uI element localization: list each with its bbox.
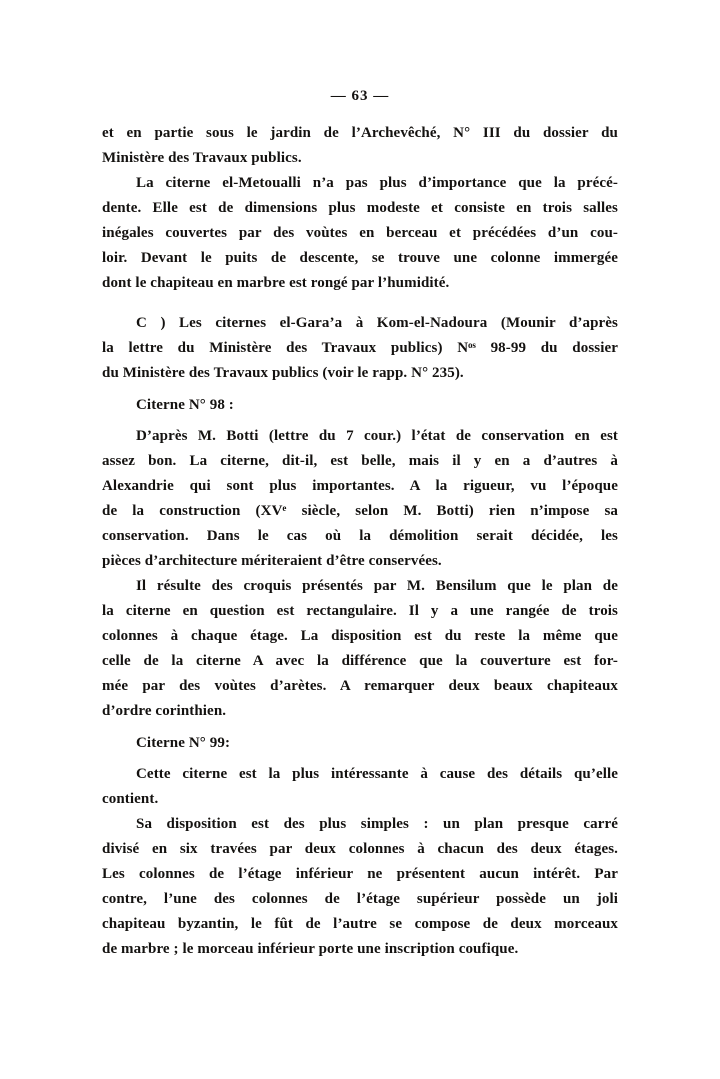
text-line: Ministère des Travaux publics. <box>102 150 302 166</box>
text-line: Il résulte des croquis présentés par M. Bensilum que le plan de <box>136 578 618 594</box>
text-line: dont le chapiteau en marbre est rongé par l’humidité. <box>102 275 450 291</box>
text-line: conservation. Dans le cas où la démolition serait décidée, les <box>102 528 618 544</box>
text-line: loir. Devant le puits de descente, se trouve une colonne immergée <box>102 250 618 266</box>
paragraph-sa-disposition <box>102 812 618 962</box>
text-line: et en partie sous le jardin de l’Archevêché, N° III du dossier du <box>102 125 618 141</box>
text-line: de marbre ; le morceau inférieur porte une inscription coufique. <box>102 941 519 957</box>
page-content <box>102 84 618 962</box>
text-line: celle de la citerne A avec la différence que la couverture est for- <box>102 653 618 669</box>
text-line: Les colonnes de l’étage inférieur ne présentent aucun intérêt. Par <box>102 866 618 882</box>
text-line: la citerne en question est rectangulaire. Il y a une rangée de trois <box>102 603 618 619</box>
text-line: Alexandrie qui sont plus importantes. A la rigueur, vu l’époque <box>102 478 618 494</box>
text-line: C ) Les citernes el-Gara’a à Kom-el-Nadoura (Mounir d’après <box>136 315 618 331</box>
text-line: Cette citerne est la plus intéressante à cause des détails qu’elle <box>136 766 618 782</box>
heading-citerne-99: Citerne N° 99: <box>136 735 231 751</box>
paragraph-citerne-el-metoualli <box>102 171 618 296</box>
text-line: contient. <box>102 791 159 807</box>
text-line: contre, l’une des colonnes de l’étage supérieur possède un joli <box>102 891 618 907</box>
text-line: La citerne el-Metoualli n’a pas plus d’importance que la précé- <box>136 175 618 191</box>
paragraph-section-c-citernes-el-garaa <box>102 311 618 386</box>
text-line: inégales couvertes par des voùtes en berceau et précédées d’un cou- <box>102 225 618 241</box>
text-line: dente. Elle est de dimensions plus modeste et consiste en trois salles <box>102 200 618 216</box>
heading-citerne-98: Citerne N° 98 : <box>136 397 234 413</box>
text-line: la lettre du Ministère des Travaux publics) Nᵒˢ 98-99 du dossier <box>102 340 618 356</box>
paragraph-croquis-bensilum <box>102 574 618 724</box>
text-line: Sa disposition est des plus simples : un plan presque carré <box>136 816 618 832</box>
page-number: — 63 — <box>330 88 390 104</box>
text-line: chapiteau byzantin, le fût de l’autre se compose de deux morceaux <box>102 916 618 932</box>
text-line: D’après M. Botti (lettre du 7 cour.) l’état de conservation en est <box>136 428 618 444</box>
text-line: de la construction (XVᵉ siècle, selon M. Botti) rien n’impose sa <box>102 503 618 519</box>
paragraph-continuation-archeveche <box>102 121 618 171</box>
text-line: colonnes à chaque étage. La disposition est du reste la même que <box>102 628 618 644</box>
text-line: mée par des voùtes d’arètes. A remarquer deux beaux chapiteaux <box>102 678 618 694</box>
text-line: assez bon. La citerne, dit-il, est belle, mais il y en a d’autres à <box>102 453 618 469</box>
text-line: d’ordre corinthien. <box>102 703 227 719</box>
text-line: du Ministère des Travaux publics (voir le rapp. N° 235). <box>102 365 464 381</box>
paragraph-cette-citerne <box>102 762 618 812</box>
paragraph-botti-conservation <box>102 424 618 574</box>
text-line: divisé en six travées par deux colonnes à chacun des deux étages. <box>102 841 618 857</box>
text-line: pièces d’architecture mériteraient d’être conservées. <box>102 553 442 569</box>
